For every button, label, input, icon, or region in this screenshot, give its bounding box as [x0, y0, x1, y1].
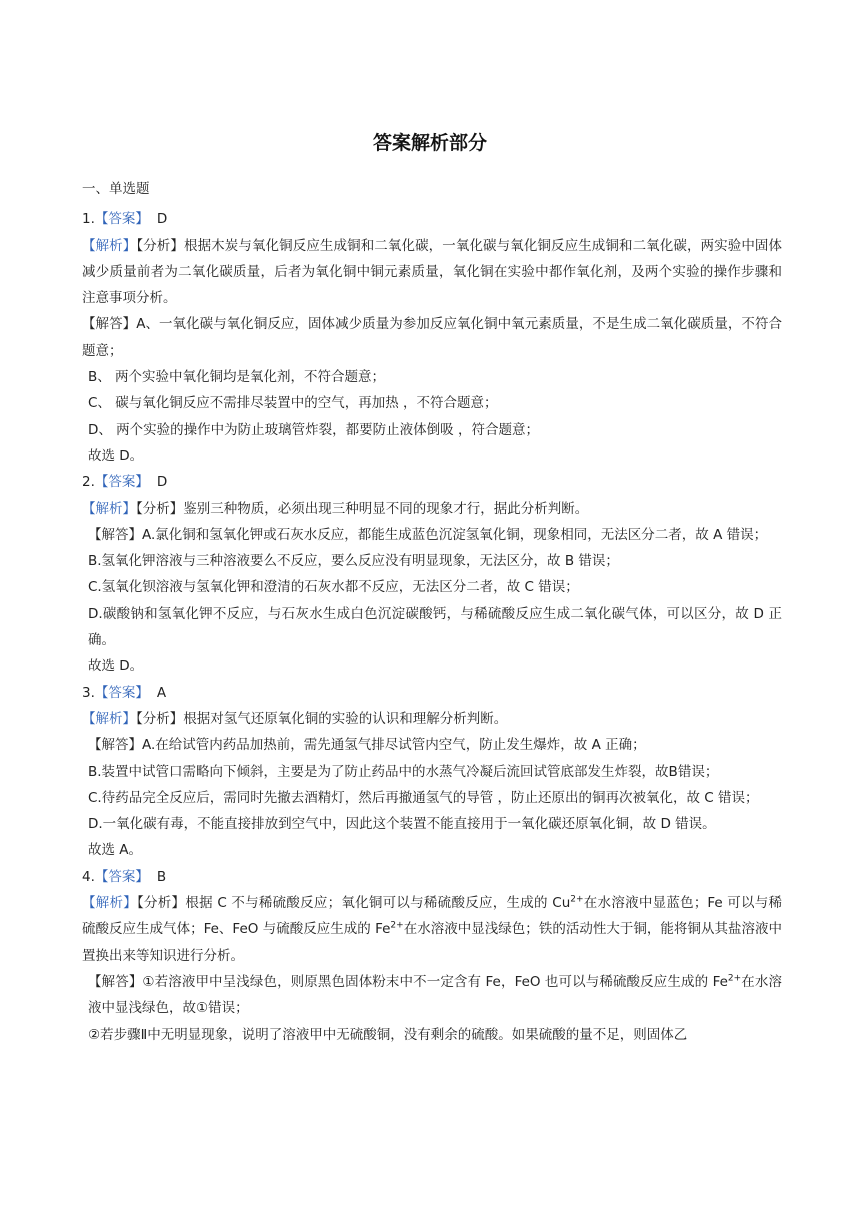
q4-solution: [82, 969, 782, 1022]
q2-analysis: [82, 496, 782, 522]
q2-option-a: A.氯化铜和氢氧化钾或石灰水反应，都能生成蓝色沉淀氢氧化铜，现象相同，无法区分二者，故 A 错误；: [142, 526, 768, 543]
q4-ion-charge: 2+: [390, 920, 404, 931]
q1-answer: D: [156, 211, 168, 228]
q4-solution-text-1: ①若溶液甲中呈浅绿色，则原黑色固体粉末中不一定含有 Fe，FeO 也可以与稀硫酸反应生成的 Fe: [142, 973, 728, 990]
jiexi-tag: 【解析】: [82, 237, 137, 254]
q2-answer-line: [82, 469, 782, 495]
q4-analysis-text-3: 在水溶液中显浅绿色；铁的活动性大于铜，能将铜从其盐溶液中置换出来等知识进行分析。: [82, 921, 782, 964]
q1-option-b: B、 两个实验中氧化铜均是氧化剂，不符合题意；: [88, 369, 386, 386]
q3-analysis-text: 根据对氢气还原氧化铜的实验的认识和理解分析判断。: [183, 710, 508, 727]
jiexi-tag: 【解析】: [82, 500, 136, 517]
q3-number: 3.: [82, 684, 95, 701]
q1-option-a: A、一氧化碳与氧化铜反应，固体减少质量为参加反应氧化铜中氧元素质量，不是生成二氧化碳质量，不符合题意；: [82, 316, 783, 359]
q4-answer: B: [156, 868, 167, 885]
q3-analysis: [82, 706, 782, 732]
answer-tag: 【答案】: [94, 211, 149, 228]
q2-option-c: C.氢氧化钡溶液与氢氧化钾和澄清的石灰水都不反应，无法区分二者，故 C 错误；: [88, 579, 579, 596]
q1-option-d: D、 两个实验的操作中为防止玻璃管炸裂，都要防止液体倒吸 ，符合题意；: [88, 421, 539, 438]
q3-choice: 故选 A。: [88, 842, 143, 859]
jieda-tag: 【解答】: [88, 526, 142, 543]
q1-solution: [82, 311, 782, 364]
q2-choice: 故选 D。: [88, 658, 144, 675]
q4-solution-text-2: 在水溶液中显浅绿色，故①错误；: [88, 973, 783, 1017]
q1-analysis-text: 根据木炭与氧化铜反应生成铜和二氧化碳，一氧化碳与氧化铜反应生成铜和二氧化碳，两实验中固体减少质量前者为二氧化碳质量，后者为氧化铜中铜元素质量，氧化铜在实验中都作氧化剂，及两个实验的操作步骤和注意事项分析。: [82, 237, 783, 307]
q2-analysis-text: 鉴别三种物质，必须出现三种明显不同的现象才行，据此分析判断。: [183, 500, 589, 517]
jieda-tag: 【解答】: [88, 973, 143, 990]
jiexi-tag: 【解析】: [82, 895, 138, 912]
q4-item-2: ②若步骤Ⅱ中无明显现象，说明了溶液甲中无硫酸铜，没有剩余的硫酸。如果硫酸的量不足，则固体乙: [88, 1026, 688, 1043]
q4-answer-line: [82, 864, 782, 890]
q3-option-d: D.一氧化碳有毒，不能直接排放到空气中，因此这个装置不能直接用于一氧化碳还原氧化铜，故 D 错误。: [88, 816, 716, 833]
q1-choice: 故选 D。: [88, 447, 144, 464]
q3-option-c: C.待药品完全反应后，需同时先撤去酒精灯，然后再撤通氢气的导管 ，防止还原出的铜再次被氧化，故 C 错误；: [88, 789, 759, 806]
jieda-tag: 【解答】: [82, 316, 137, 333]
q3-option-b: B.装置中试管口需略向下倾斜，主要是为了防止药品中的水蒸气冷凝后流回试管底部发生炸裂，故B错误；: [88, 763, 719, 780]
q2-option-b: B.氢氧化钾溶液与三种溶液要么不反应，要么反应没有明显现象，无法区分，故 B 错误；: [88, 553, 619, 570]
jiexi-tag: 【解析】: [82, 710, 136, 727]
q1-number: 1.: [82, 211, 95, 228]
q3-option-a: A.在给试管内药品加热前，需先通氢气排尽试管内空气，防止发生爆炸，故 A 正确；: [142, 737, 646, 754]
page-title: 答案解析部分: [372, 132, 487, 154]
fenxi-tag: 【分析】: [136, 237, 184, 254]
answer-tag: 【答案】: [94, 684, 149, 701]
q4-analysis-text-2: 在水溶液中显蓝色；Fe 可以与稀硫酸反应生成气体；Fe、FeO 与硫酸反应生成的 Fe: [82, 895, 782, 938]
fenxi-tag: 【分析】: [136, 500, 184, 517]
q2-solution: [82, 522, 782, 548]
answer-tag: 【答案】: [94, 474, 149, 491]
q2-option-d: D.碳酸钠和氢氧化钾不反应，与石灰水生成白色沉淀碳酸钙，与稀硫酸反应生成二氧化碳气体，可以区分，故 D 正确。: [88, 605, 782, 649]
section-heading: 一、单选题: [82, 181, 150, 197]
answer-content: [82, 176, 782, 1048]
q3-answer: A: [156, 684, 167, 701]
q1-option-c: C、 碳与氧化铜反应不需排尽装置中的空气，再加热 ，不符合题意；: [88, 395, 498, 412]
answer-tag: 【答案】: [94, 868, 149, 885]
q3-answer-line: [82, 680, 782, 706]
q4-ion-charge: 2+: [570, 894, 584, 905]
q2-answer: D: [156, 474, 168, 491]
jieda-tag: 【解答】: [88, 737, 142, 754]
q4-analysis-text-1: 根据 C 不与稀硫酸反应；氧化铜可以与稀硫酸反应，生成的 Cu: [185, 895, 571, 912]
q2-number: 2.: [82, 474, 95, 491]
q4-number: 4.: [82, 868, 95, 885]
q1-analysis: [82, 233, 782, 312]
q3-solution: [82, 732, 782, 758]
fenxi-tag: 【分析】: [137, 895, 186, 912]
q4-ion-charge: 2+: [727, 973, 742, 984]
q1-answer-line: [82, 206, 782, 232]
fenxi-tag: 【分析】: [136, 710, 184, 727]
q4-analysis: [82, 890, 782, 969]
